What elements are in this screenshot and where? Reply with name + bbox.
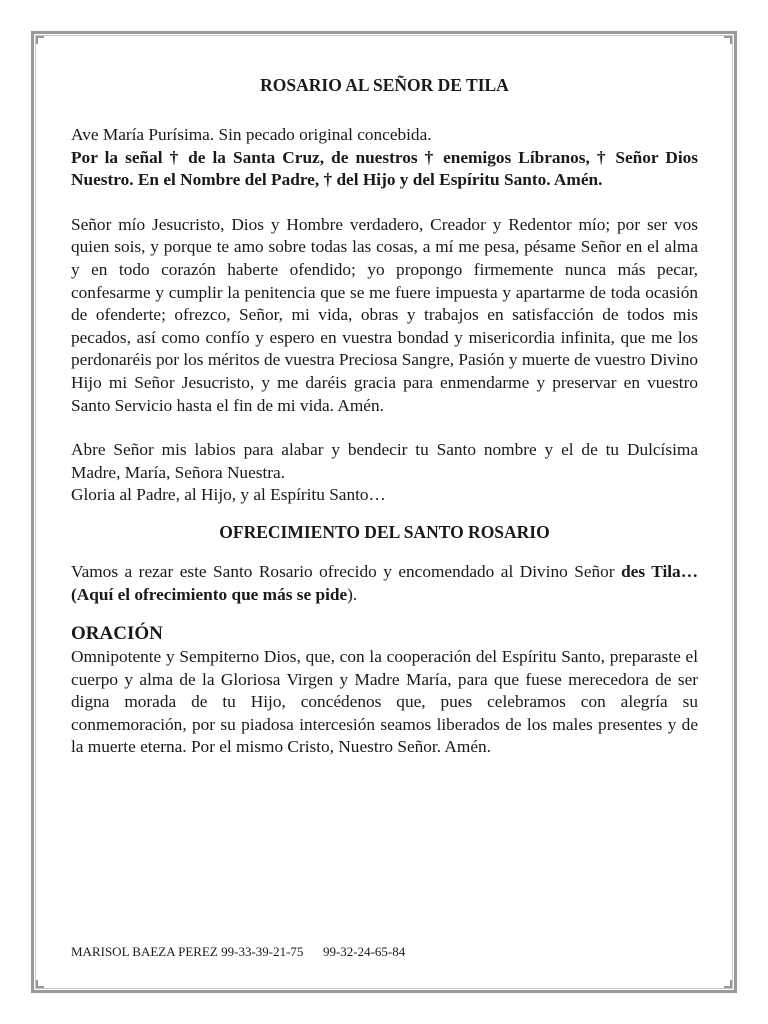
corner-ornament-bottom-right [724, 980, 732, 988]
prayer-title: ORACIÓN [71, 623, 163, 645]
offering-paragraph [71, 561, 698, 606]
corner-ornament-bottom-left [36, 980, 44, 988]
footer-phone-1: 99-33-39-21-75 [221, 944, 304, 959]
opening-prayer: Abre Señor mis labios para alabar y bendecir tu Santo nombre y el de tu Dulcísima Madre, María, Señora Nuestra. [71, 440, 698, 482]
act-of-contrition-paragraph: Señor mío Jesucristo, Dios y Hombre verdadero, Creador y Redentor mío; por ser vos quien sois, y porque te amo sobre todas las cosas, a mí me pesa, pésame Señor en el alma y en todo corazón haberte ofendido; yo propongo firmemente nunca más pecar, confesarme y cumplir la penitencia que se me fuere impuesta y apartarme de toda ocasión de ofenderte; ofrezco, Señor, mi vida, obras y trabajos en satisfacción de todos mis pecados, así como confío y espero en vuestra bondad y misericordia infinita, que me los perdonaréis por los méritos de vuestra Preciosa Sangre, Pasión y muerte de vuestro Divino Hijo mi Señor Jesucristo, y me daréis gracia para enmendarme y preservar en vuestro Santo Servicio hasta el fin de mi vida. Amén. [71, 214, 698, 415]
footer-phone-2: 99-32-24-65-84 [322, 944, 406, 959]
glory-be-line: Gloria al Padre, al Hijo, y al Espíritu Santo… [71, 485, 386, 505]
footer-name: MARISOL BAEZA PEREZ [71, 944, 218, 959]
offering-text-bold: des Tila… (Aquí el ofrecimiento que más se pide [71, 561, 698, 604]
intro-greeting: Ave María Purísima. Sin pecado original concebida. [71, 125, 432, 144]
offering-text-end: ). [347, 584, 358, 604]
prayer-paragraph: Omnipotente y Sempiterno Dios, que, con la cooperación del Espíritu Santo, preparaste el cuerpo y alma de la Gloriosa Virgen y Madre María, para que fuese merecedora de ser digna morada de tu Hijo, concédenos que, pues celebramos con alegría su conmemoración, por su piadosa intercesión seamos liberados de los males presentes y de la muerte eterna. Por el mismo Cristo, Nuestro Señor. Amén. [71, 647, 698, 757]
document-body [71, 72, 698, 759]
intro-sign-of-cross: Por la señal † de la Santa Cruz, de nuestros † enemigos Líbranos, † Señor Dios Nuestro. En el Nombre del Padre, † del Hijo y del Espíritu Santo. Amén. [71, 147, 698, 190]
footer-contact [71, 944, 405, 960]
document-title: ROSARIO AL SEÑOR DE TILA [260, 75, 509, 95]
corner-ornament-top-left [36, 36, 44, 44]
offering-title: OFRECIMIENTO DEL SANTO ROSARIO [219, 521, 550, 542]
corner-ornament-top-right [724, 36, 732, 44]
offering-text: Vamos a rezar este Santo Rosario ofrecido y encomendado al Divino Señor [71, 561, 615, 581]
